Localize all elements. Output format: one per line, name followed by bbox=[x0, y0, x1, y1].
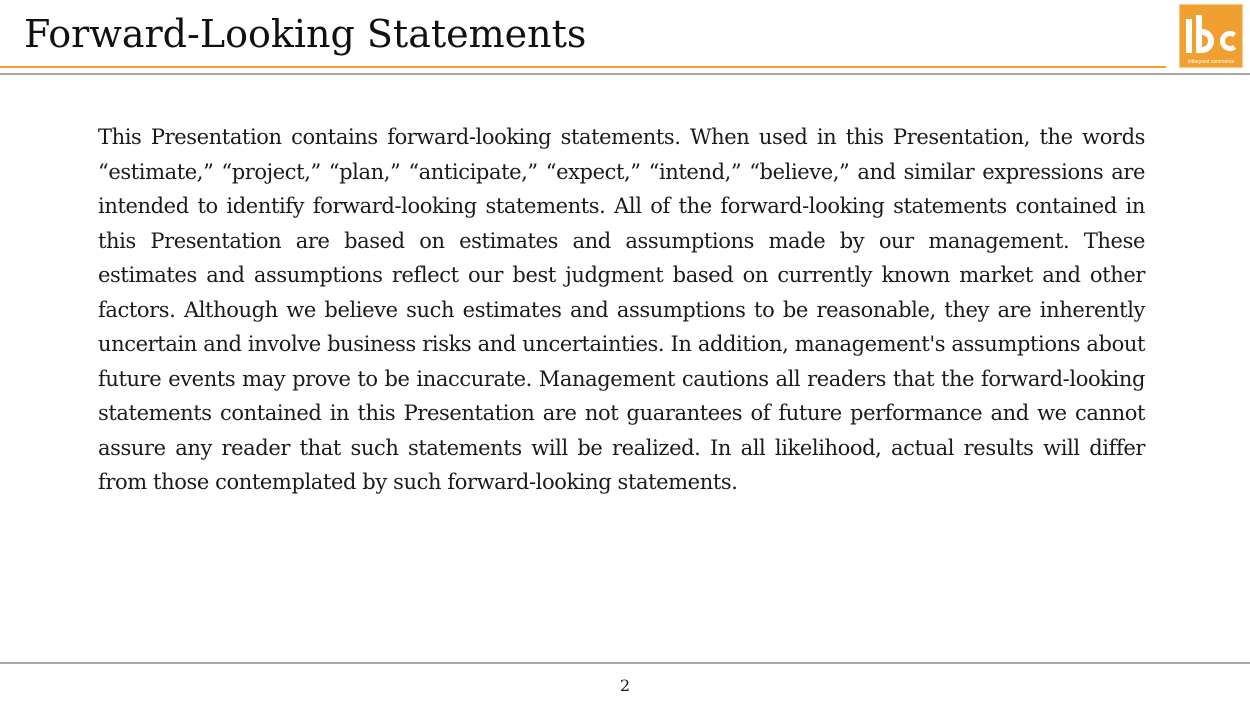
disclaimer-paragraph: This Presentation contains forward-looking statements. When used in this Presentation, the words “estimate,” “project,” “plan,” “anticipate,” “expect,” “intend,” “believe,” and similar expressions are intended to identify forward-looking statements. All of the forward-looking statements contained in this Presentation are based on estimates and assumptions made by our management. These estimates and assumptions reflect our best judgment based on currently known market and other factors. Although we believe such estimates and assumptions to be reasonable, they are inherently uncertain and involve business risks and uncertainties. In addition, management's assumptions about future events may prove to be inaccurate. Management cautions all readers that the forward-looking statements contained in this Presentation are not guarantees of future performance and we cannot assure any reader that such statements will be realized. In all likelihood, actual results will differ from those contemplated by such forward-looking statements. bbox=[98, 125, 1145, 494]
slide-title: Forward-Looking Statements bbox=[24, 12, 587, 56]
page-number: 2 bbox=[619, 676, 631, 695]
header-divider bbox=[0, 73, 1250, 75]
logo-caption: bitbeyond commerce bbox=[1187, 59, 1235, 65]
title-underline-orange bbox=[0, 66, 1166, 68]
company-logo bbox=[1179, 4, 1243, 68]
footer-divider bbox=[0, 662, 1250, 664]
logo-mark-icon bbox=[1184, 9, 1238, 59]
